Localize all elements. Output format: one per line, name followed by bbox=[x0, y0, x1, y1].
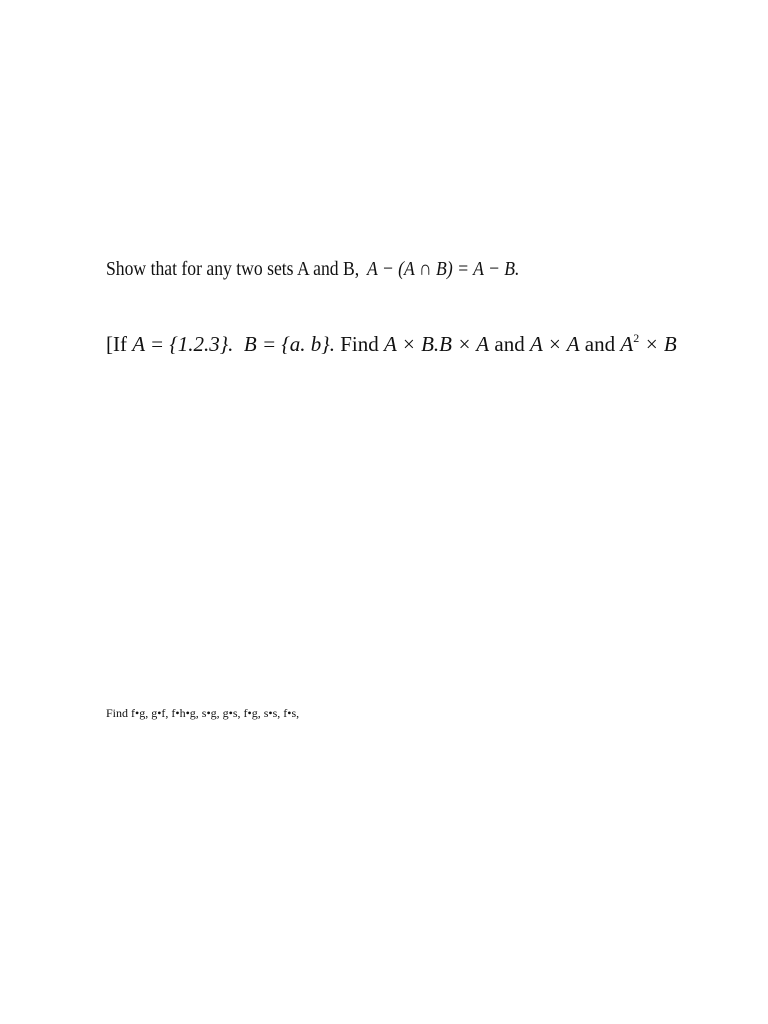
product-a2-base: A bbox=[620, 332, 634, 356]
find-label: Find bbox=[334, 332, 384, 356]
and-label-1: and bbox=[489, 332, 530, 356]
question-2-intro: [If bbox=[106, 332, 133, 356]
set-a-definition: A = {1.2.3}. bbox=[132, 332, 234, 356]
and-label-2: and bbox=[579, 332, 621, 356]
product-a-a: A × A bbox=[529, 332, 580, 356]
product-a-b-b-a: A × B.B × A bbox=[383, 332, 490, 356]
question-1-formula: A − (A ∩ B) = A − B. bbox=[367, 258, 520, 280]
question-1-text: Show that for any two sets A and B, bbox=[106, 258, 360, 280]
question-show-set-identity bbox=[106, 258, 519, 281]
product-a2-exponent: 2 bbox=[633, 331, 640, 345]
product-a2-b: × B bbox=[639, 332, 677, 356]
question-3-text: Find f•g, g•f, f•h•g, s•g, g•s, f•g, s•s, f•s, bbox=[106, 706, 300, 720]
question-function-compositions bbox=[106, 706, 299, 721]
set-b-definition: B = {a. b}. bbox=[243, 332, 335, 356]
question-cartesian-products bbox=[106, 332, 677, 357]
